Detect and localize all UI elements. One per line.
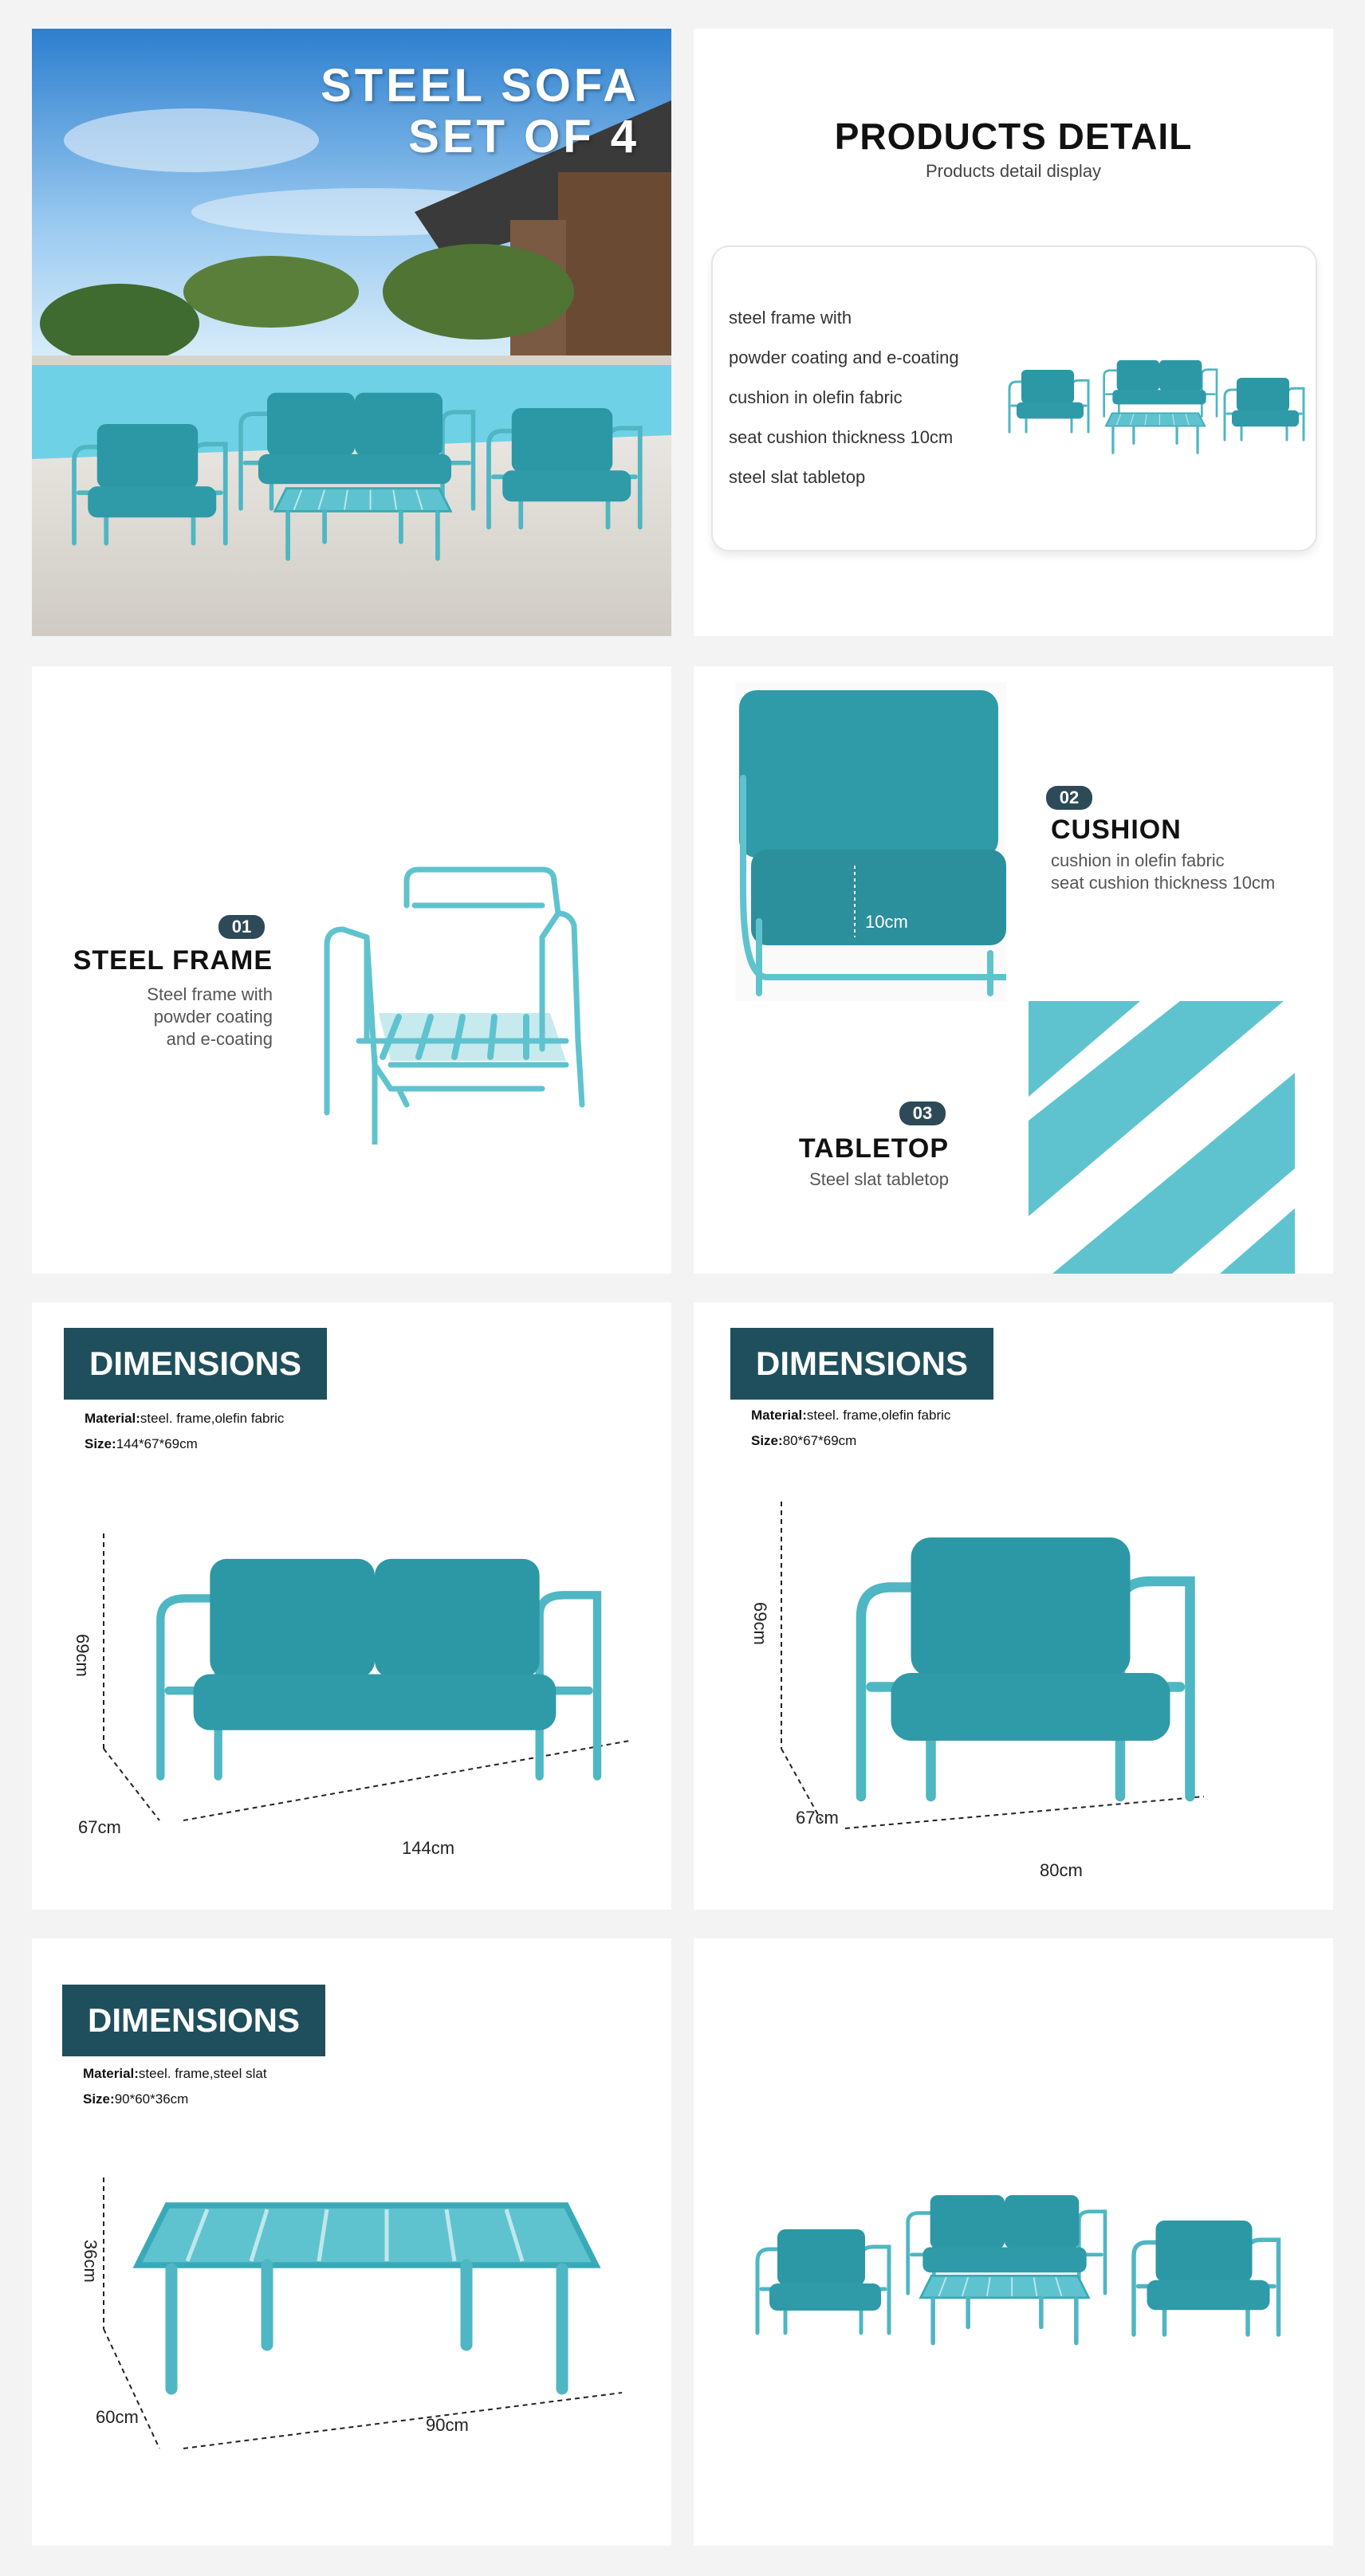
steel-frame-panel (32, 666, 671, 1274)
size-value: 144*67*69cm (116, 1436, 198, 1451)
depth-label: 60cm (96, 2407, 139, 2427)
set-thumbnail-image (1000, 351, 1311, 470)
size-label: Size: (751, 1433, 783, 1448)
dimensions-banner: DIMENSIONS (730, 1328, 993, 1400)
hero-panel (32, 29, 671, 636)
table-dimensions-panel (32, 1938, 671, 2546)
sofa-image (80, 1510, 654, 1876)
feature-item: seat cushion thickness 10cm (729, 427, 954, 447)
cushion-desc-line: cushion in olefin fabric (1051, 850, 1225, 870)
furniture-set-image (742, 2177, 1300, 2369)
depth-label: 67cm (78, 1817, 121, 1837)
cushion-desc-line: seat cushion thickness 10cm (1051, 873, 1276, 893)
set-overview-panel (694, 1938, 1333, 2546)
size-spec (751, 1428, 950, 1454)
height-label: 36cm (81, 2240, 100, 2283)
dimensions-banner: DIMENSIONS (62, 1985, 325, 2056)
hero-title-line1: STEEL SOFA (321, 60, 639, 112)
material-value: steel. frame,steel slat (138, 2066, 267, 2081)
steel-frame-desc-line: Steel frame with (147, 984, 273, 1004)
size-value: 90*60*36cm (114, 2091, 189, 2107)
feature-badge: 03 (899, 1101, 946, 1125)
tabletop-title: TABLETOP (798, 1133, 949, 1164)
material-label: Material: (85, 1411, 140, 1426)
products-detail-title: PRODUCTS DETAIL (834, 116, 1193, 157)
cushion-closeup-image (735, 682, 1006, 1001)
armchair-image (757, 1478, 1268, 1892)
size-spec (85, 1431, 284, 1457)
dimensions-banner: DIMENSIONS (64, 1328, 327, 1400)
chair-dimensions-panel (694, 1302, 1333, 1910)
feature-item: cushion in olefin fabric (729, 387, 903, 407)
width-label: 144cm (402, 1838, 455, 1858)
material-value: steel. frame,olefin fabric (140, 1411, 285, 1426)
feature-list (729, 298, 959, 497)
products-detail-subtitle: Products detail display (925, 161, 1102, 181)
tabletop-closeup-image (1029, 1001, 1295, 1274)
spec-block (751, 1403, 950, 1454)
size-label: Size: (85, 1436, 116, 1451)
spec-block (83, 2061, 267, 2112)
steel-frame-title: STEEL FRAME (73, 945, 273, 976)
feature-badge: 01 (218, 915, 265, 939)
feature-badge: 02 (1046, 786, 1092, 810)
coffee-table-image (72, 2146, 646, 2512)
material-label: Material: (83, 2066, 139, 2081)
feature-item: steel frame with (729, 308, 852, 328)
sofa-dimensions-panel (32, 1302, 671, 1910)
material-value: steel. frame,olefin fabric (806, 1408, 951, 1423)
cushion-title: CUSHION (1051, 815, 1182, 845)
material-spec (751, 1403, 950, 1428)
depth-label: 67cm (796, 1808, 839, 1828)
width-label: 90cm (426, 2415, 469, 2435)
cushion-desc (1051, 850, 1275, 894)
height-label: 69cm (73, 1634, 92, 1677)
material-label: Material: (751, 1408, 807, 1423)
hero-title-line2: SET OF 4 (408, 111, 639, 163)
size-spec (83, 2087, 267, 2112)
cushion-tabletop-panel (694, 666, 1333, 1274)
size-value: 80*67*69cm (782, 1433, 857, 1448)
size-label: Size: (83, 2091, 115, 2107)
cushion-thickness-label: 10cm (865, 912, 908, 932)
width-label: 80cm (1040, 1860, 1083, 1880)
material-spec (83, 2061, 267, 2087)
feature-item: powder coating and e-coating (729, 348, 959, 367)
steel-frame-image (303, 826, 638, 1145)
features-card (711, 245, 1317, 552)
steel-frame-desc-line: and e-coating (166, 1029, 273, 1049)
steel-frame-desc (147, 984, 273, 1050)
spec-block (85, 1406, 284, 1457)
products-detail-panel (694, 29, 1333, 636)
feature-item: steel slat tabletop (729, 467, 866, 487)
hero-title (321, 61, 639, 163)
material-spec (85, 1406, 284, 1431)
tabletop-desc: Steel slat tabletop (809, 1169, 949, 1189)
height-label: 69cm (750, 1602, 770, 1645)
steel-frame-desc-line: powder coating (153, 1007, 273, 1027)
